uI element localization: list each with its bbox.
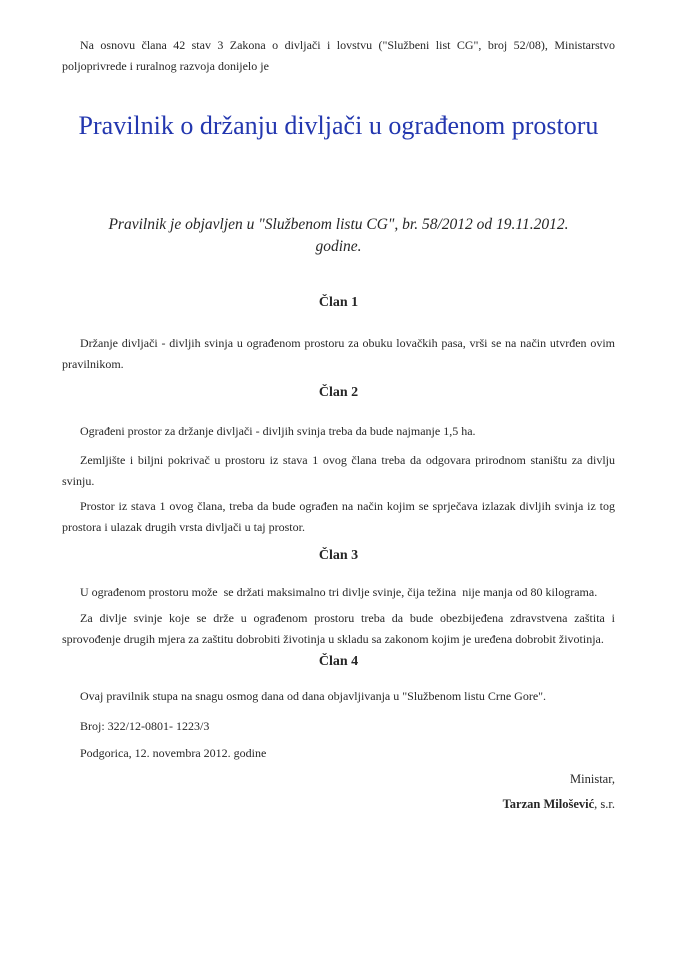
article-2-paragraph-3: Prostor iz stava 1 ovog člana, treba da bude ograđen na način kojim se sprječava izlazak divljih svinja iz tog prostora i ulazak drugih vrsta divljači u taj prostor. — [62, 499, 615, 534]
publication-note: Pravilnik je objavljen u "Službenom listu CG", br. 58/2012 od 19.11.2012. godine. — [108, 216, 569, 255]
article-4-paragraph-1: Ovaj pravilnik stupa na snagu osmog dana od dana objavljivanja u "Službenom listu Crne Gore". — [80, 689, 547, 703]
article-1-paragraph-1: Držanje divljači - divljih svinja u ograđenom prostoru za obuku lovačkih pasa, vrši se na način utvrđen ovim pravilnikom. — [62, 336, 615, 371]
document-title: Pravilnik o držanju divljači u ograđenom prostoru — [78, 111, 599, 140]
signature-role: Ministar, — [570, 772, 615, 786]
signature-suffix: , s.r. — [594, 797, 615, 811]
article-4-heading: Član 4 — [318, 654, 359, 669]
article-3-paragraph-1: U ograđenom prostoru može se držati maksimalno tri divlje svinje, čija težina nije manja od 80 kilograma. — [80, 585, 598, 599]
article-3-paragraph-2: Za divlje svinje koje se drže u ograđenom prostoru treba da bude obezbijeđena zdravstvena zaštita i sprovođenje drugih mjera za zaštitu dobrobiti životinja u skladu sa zakonom kojim je uređena dobrobit životinja. — [62, 611, 615, 646]
signature-name: Tarzan Milošević — [502, 797, 595, 811]
signature-line — [62, 794, 615, 815]
article-3-heading: Član 3 — [318, 548, 359, 563]
intro-paragraph: Na osnovu člana 42 stav 3 Zakona o divljači i lovstvu ("Službeni list CG", broj 52/08), Ministarstvo poljoprivrede i ruralnog razvoja donijelo je — [62, 38, 615, 73]
document-number-line: Broj: 322/12-0801- 1223/3 — [80, 719, 210, 733]
article-2-paragraph-2: Zemljište i biljni pokrivač u prostoru iz stava 1 ovog člana treba da odgovara prirodnom staništu za divlju svinju. — [62, 453, 615, 488]
article-2-heading: Član 2 — [318, 385, 359, 400]
place-date-line: Podgorica, 12. novembra 2012. godine — [80, 746, 267, 760]
article-1-heading: Član 1 — [318, 295, 359, 310]
article-2-paragraph-1: Ograđeni prostor za držanje divljači - divljih svinja treba da bude najmanje 1,5 ha. — [80, 424, 476, 438]
